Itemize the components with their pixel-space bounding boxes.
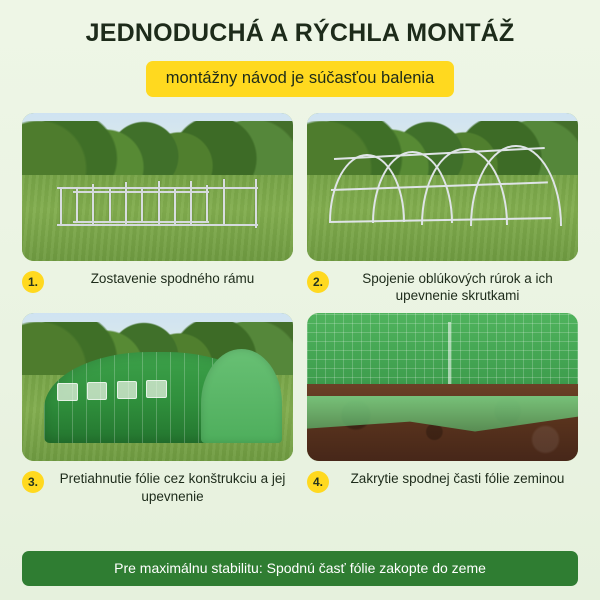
step-4-caption	[307, 470, 578, 493]
step-2	[307, 113, 578, 306]
step-number-badge: 2.	[307, 271, 329, 293]
step-number-badge: 4.	[307, 471, 329, 493]
footer-banner: Pre maximálnu stabilitu: Spodnú časť fólie zakopte do zeme	[22, 551, 578, 586]
step-3	[22, 313, 293, 506]
step-caption-text: Zostavenie spodného rámu	[90, 270, 255, 286]
arch-tubes-photo	[307, 113, 578, 261]
foil-pulled-photo	[22, 313, 293, 461]
arch-frame	[307, 113, 578, 261]
page-title: JEDNODUCHÁ A RÝCHLA MONTÁŽ	[85, 19, 515, 47]
steps-grid	[22, 113, 578, 506]
step-4	[307, 313, 578, 506]
step-number-badge: 1.	[22, 271, 44, 293]
step-caption-text: Pretiahnutie fólie cez konštrukciu a jej upevnenie	[59, 471, 286, 504]
step-number-badge: 3.	[22, 471, 44, 493]
step-2-caption	[307, 270, 578, 306]
step-caption-text: Spojenie oblúkových rúrok a ich upevnenie skrutkami	[362, 270, 553, 304]
step-caption-text: Zakrytie spodnej časti fólie zeminou	[350, 471, 565, 487]
foil-soil-photo	[307, 313, 578, 461]
step-1-caption	[22, 270, 293, 293]
steel-base-frame	[22, 113, 293, 261]
step-1	[22, 113, 293, 306]
base-frame-photo	[22, 113, 293, 261]
subtitle-banner: montážny návod je súčasťou balenia	[146, 61, 455, 97]
step-3-caption	[22, 470, 293, 506]
